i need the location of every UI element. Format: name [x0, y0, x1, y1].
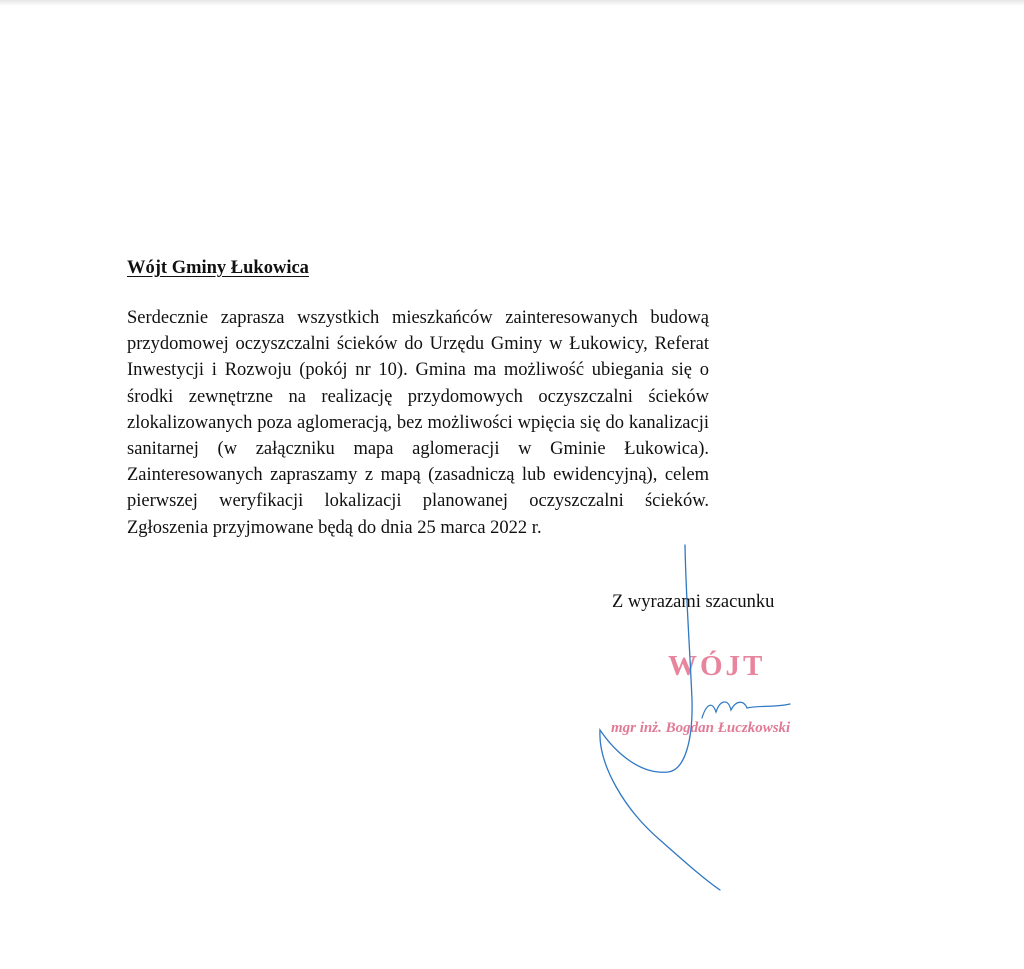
- stamp-name: mgr inż. Bogdan Łuczkowski: [611, 720, 791, 736]
- letter-heading: Wójt Gminy Łukowica: [127, 258, 309, 278]
- letter-closing: Z wyrazami szacunku: [612, 592, 775, 612]
- stamp-title: WÓJT: [668, 650, 766, 682]
- signature-flourish: [702, 702, 790, 718]
- letter-body: Serdecznie zaprasza wszystkich mieszkańców zainteresowanych budową przydomowej oczyszczalni ścieków do Urzędu Gminy w Łukowicy, Referat Inwestycji i Rozwoju (pokój nr 10). Gmina ma możliwość ubiegania się o środki zewnętrzne na realizację przydomowych oczyszczalni ścieków zlokalizowanych poza aglomeracją, bez możliwości wpięcia się do kanalizacji sanitarnej (w załączniku mapa aglomeracji w Gminie Łukowica). Zainteresowanych zapraszamy z mapą (zasadniczą lub ewidencyjną), celem pierwszej weryfikacji lokalizacji planowanej oczyszczalni ścieków. Zgłoszenia przyjmowane będą do dnia 25 marca 2022 r.: [127, 308, 709, 538]
- page-top-edge: [0, 0, 1024, 6]
